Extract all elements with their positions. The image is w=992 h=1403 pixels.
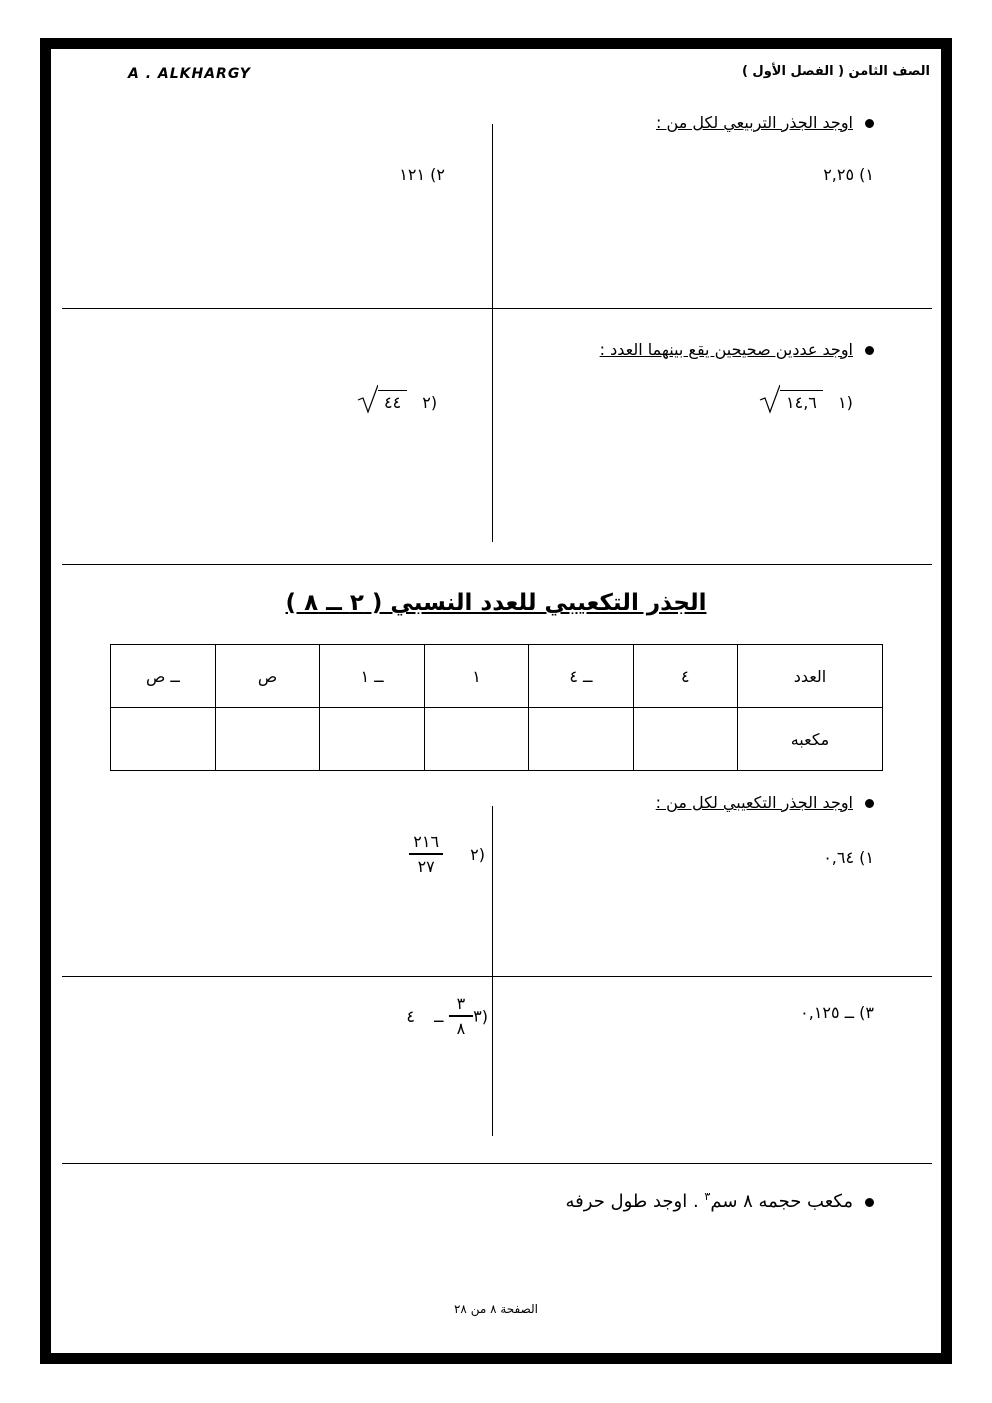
table-cell: ص <box>215 645 320 708</box>
question-start: مكعب حجمه ٨ سم <box>710 1191 853 1212</box>
section-divider <box>62 976 932 977</box>
item-1: ١) ٢,٢٥ <box>823 165 874 184</box>
item-2: ٢) ١٢١ <box>399 165 445 184</box>
item-1 <box>758 390 878 412</box>
class-label: الصف الثامن ( الفصل الأول ) <box>741 64 930 79</box>
column-divider <box>492 976 493 1136</box>
denominator: ٨ <box>456 1019 466 1038</box>
table-cell <box>529 708 633 771</box>
question-text: اوجد الجذر التربيعي لكل من : <box>656 113 853 132</box>
bullet-icon <box>865 346 874 355</box>
item-2 <box>385 832 485 876</box>
question-text: اوجد عددين صحيحين يقع بينهما العدد : <box>599 340 853 359</box>
item-2 <box>356 390 456 412</box>
table-cell <box>424 708 528 771</box>
section-divider <box>62 308 932 309</box>
radicand: ١٤,٦ <box>780 390 823 412</box>
question-end: . اوجد طول حرفه <box>565 1191 705 1212</box>
cube-table <box>110 644 883 771</box>
fraction <box>449 994 474 1038</box>
author-name: A . ALKHARGY <box>128 66 251 82</box>
lesson-title: الجذر التكعيبي للعدد النسبي ( ٢ ــ ٨ ) <box>285 590 707 616</box>
bullet-icon <box>865 799 874 808</box>
column-divider <box>492 308 493 542</box>
minus-sign: ــ <box>434 1006 444 1026</box>
radical-icon <box>356 384 378 414</box>
item-number: ٢) <box>422 393 438 412</box>
superscript: ٣ <box>704 1190 711 1203</box>
table-cell: ٤ <box>633 645 737 708</box>
table-cell: ــ ٤ <box>529 645 633 708</box>
table-cell <box>633 708 737 771</box>
square-root-expression <box>356 390 407 412</box>
table-row <box>111 645 883 708</box>
table-cell: ١ <box>424 645 528 708</box>
numerator: ٣ <box>449 994 474 1017</box>
table-cell <box>111 708 216 771</box>
question-between-integers <box>600 340 874 359</box>
bullet-icon <box>865 1198 874 1207</box>
radical-icon <box>758 384 780 414</box>
square-root-expression <box>758 390 823 412</box>
item-number: ٤) <box>406 1006 488 1026</box>
table-cell: ــ ١ <box>320 645 424 708</box>
item-number: ٢) <box>470 844 485 864</box>
question-text: اوجد الجذر التكعيبي لكل من : <box>655 793 853 812</box>
table-cell: العدد <box>737 645 882 708</box>
question-cube-edge <box>566 1190 874 1212</box>
section-divider <box>62 564 932 565</box>
table-cell <box>215 708 320 771</box>
item-3: ٣) ــ ٠,١٢٥ <box>800 1003 874 1022</box>
item-1: ١) ٠,٦٤ <box>823 848 874 867</box>
question-cube-root <box>656 793 874 812</box>
question-square-root <box>656 113 874 132</box>
fraction <box>409 832 443 876</box>
table-cell: ــ ص <box>111 645 216 708</box>
table-row <box>111 708 883 771</box>
denominator: ٢٧ <box>417 857 435 876</box>
item-4 <box>358 994 488 1038</box>
page-number: الصفحة ٨ من ٢٨ <box>453 1302 538 1316</box>
table-cell <box>320 708 424 771</box>
item-number: ١) <box>837 393 853 412</box>
section-divider <box>62 1163 932 1164</box>
table-cell: مكعبه <box>737 708 882 771</box>
numerator: ٢١٦ <box>409 832 443 855</box>
whole-number: ٣ <box>473 1006 482 1026</box>
column-divider <box>492 806 493 976</box>
radicand: ٤٤ <box>378 390 407 412</box>
column-divider <box>492 124 493 308</box>
bullet-icon <box>865 119 874 128</box>
